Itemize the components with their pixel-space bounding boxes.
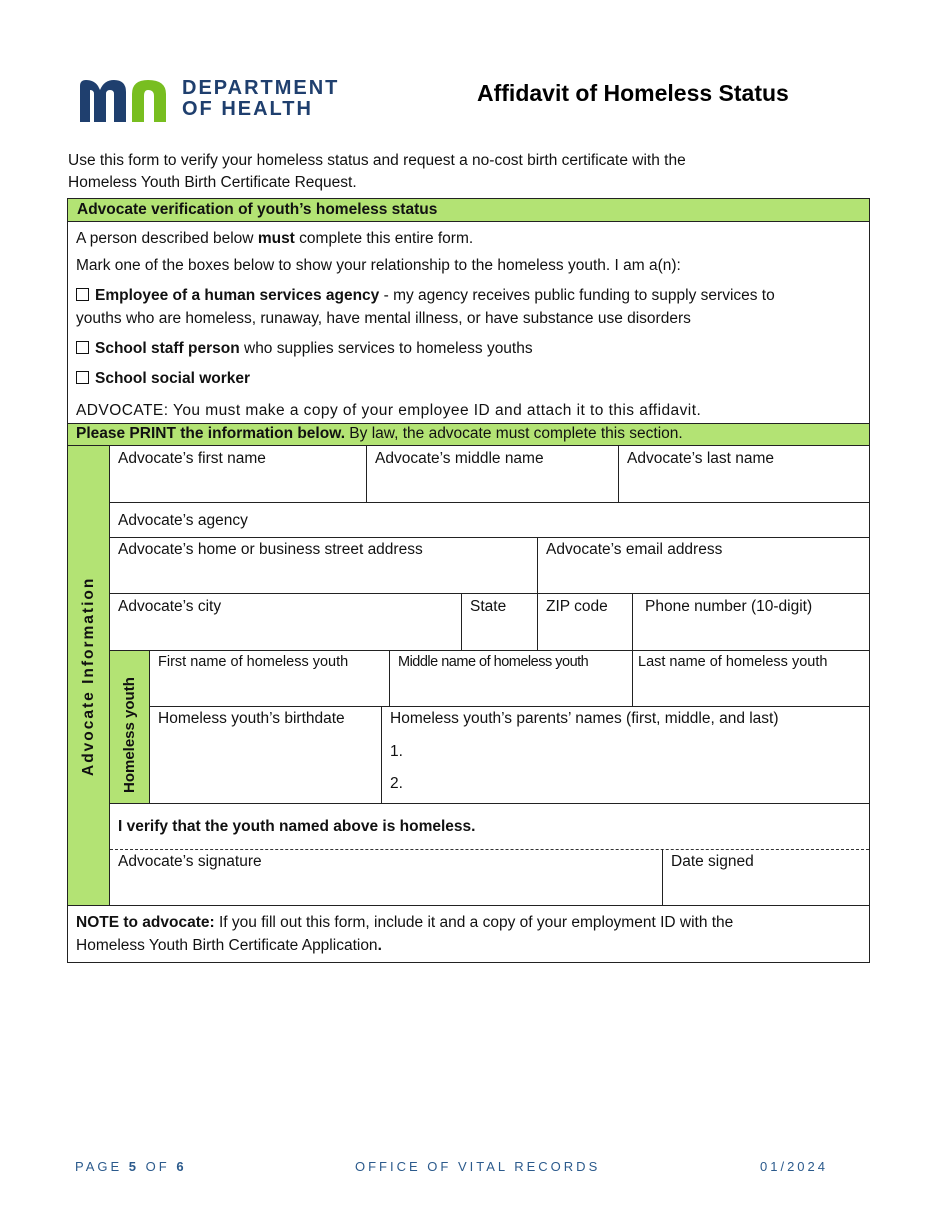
advocate-address-field[interactable]: Advocate’s home or business street address	[118, 541, 423, 558]
intro-text: Use this form to verify your homeless status and request a no-cost birth certificate with the Homeless Youth Birth Certificate Request.	[68, 152, 686, 191]
youth-parents-field[interactable]: Homeless youth’s parents’ names (first, middle, and last)	[390, 710, 779, 727]
youth-first-name-field[interactable]: First name of homeless youth	[158, 654, 349, 670]
revision-date: 01/2024	[760, 1159, 828, 1174]
advocate-state-field[interactable]: State	[470, 598, 507, 615]
checkbox-school-staff[interactable]	[76, 341, 89, 354]
advocate-signature-field[interactable]: Advocate’s signature	[118, 853, 262, 870]
logo-wordmark: DEPARTMENT OF HEALTH	[182, 77, 340, 120]
section1-heading: Advocate verification of youth’s homeless status	[68, 199, 869, 222]
advocate-id-note: ADVOCATE: You must make a copy of your employee ID and attach it to this affidavit.	[76, 402, 702, 419]
option-employee-cont: youths who are homeless, runaway, have mental illness, or have substance use disorders	[76, 310, 691, 327]
must-complete-text: A person described below must complete this entire form.	[76, 230, 474, 247]
note-to-advocate-cont: Homeless Youth Birth Certificate Application.	[76, 937, 382, 954]
page-number: PAGE 5 OF 6	[75, 1159, 187, 1174]
homeless-youth-label: Homeless youth	[121, 677, 138, 793]
checkbox-employee[interactable]	[76, 288, 89, 301]
advocate-city-field[interactable]: Advocate’s city	[118, 598, 222, 615]
advocate-zip-field[interactable]: ZIP code	[546, 598, 608, 615]
advocate-middle-name-field[interactable]: Advocate’s middle name	[375, 450, 544, 467]
youth-last-name-field[interactable]: Last name of homeless youth	[638, 654, 828, 670]
checkbox-social-worker[interactable]	[76, 371, 89, 384]
note-to-advocate: NOTE to advocate: If you fill out this form, include it and a copy of your employment ID with the	[76, 914, 734, 931]
verify-statement: I verify that the youth named above is homeless.	[118, 818, 476, 835]
advocate-first-name-field[interactable]: Advocate’s first name	[118, 450, 266, 467]
date-signed-field[interactable]: Date signed	[671, 853, 754, 870]
parent-1-field[interactable]: 1.	[390, 743, 403, 760]
parent-2-field[interactable]: 2.	[390, 775, 403, 792]
document-title: Affidavit of Homeless Status	[477, 80, 789, 106]
advocate-phone-field[interactable]: Phone number (10-digit)	[645, 598, 813, 615]
advocate-agency-field[interactable]: Advocate’s agency	[118, 512, 248, 529]
youth-middle-name-field[interactable]: Middle name of homeless youth	[398, 654, 589, 670]
advocate-last-name-field[interactable]: Advocate’s last name	[627, 450, 775, 467]
advocate-info-label: Advocate Information	[80, 576, 97, 776]
office-name: OFFICE OF VITAL RECORDS	[355, 1159, 601, 1174]
mark-box-instruction: Mark one of the boxes below to show your relationship to the homeless youth. I am a(n):	[76, 257, 681, 274]
option-social-worker: School social worker	[76, 370, 250, 388]
option-school-staff: School staff person who supplies services to homeless youths	[76, 340, 533, 358]
advocate-email-field[interactable]: Advocate’s email address	[546, 541, 723, 558]
option-employee: Employee of a human services agency - my agency receives public funding to supply services to	[76, 287, 775, 305]
youth-birthdate-field[interactable]: Homeless youth’s birthdate	[158, 710, 345, 727]
mn-logo-mark	[76, 78, 172, 122]
section2-heading: Please PRINT the information below. By law, the advocate must complete this section.	[68, 423, 869, 446]
